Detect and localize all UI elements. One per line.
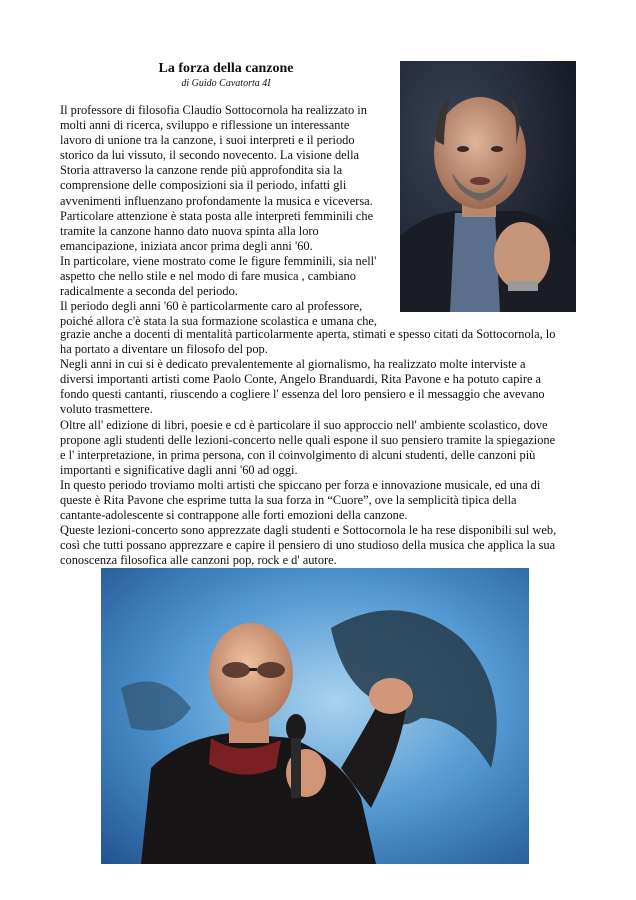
text-line: storico da lui vissuto, il secondo novecento. La visione della xyxy=(60,148,360,163)
text-line: poiché allora c'è stata la sua formazione scolastica e umana che, xyxy=(60,314,378,329)
portrait-man-gesturing-image xyxy=(400,61,576,312)
text-line: ha portato a diventare un filosofo del pop. xyxy=(60,342,268,357)
article-body-narrow xyxy=(60,103,392,329)
man-singing-with-microphone-image xyxy=(101,568,529,864)
text-line: In questo periodo troviamo molti artisti che spiccano per forza e innovazione musicale, ed una di xyxy=(60,477,541,492)
text-line: comprensione delle composizioni sia il periodo, infatti gli xyxy=(60,178,347,193)
singer-photo xyxy=(101,568,529,864)
text-line: propone agli studenti delle lezioni-concerto nelle quali espone il suo pensiero tramite la spiegazione xyxy=(60,432,556,447)
text-line: lavoro di unione tra la canzone, i suoi interpreti e il periodo xyxy=(60,133,355,148)
text-line: Il professore di filosofia Claudio Sottocornola ha realizzato in xyxy=(60,103,367,117)
text-line: avvenimenti influenzano profondamente la musica e viceversa. xyxy=(60,193,373,208)
text-line: radicalmente a seconda del periodo. xyxy=(60,284,238,299)
text-line: cantante-adolescente si contrappone alle forti emozioni della canzone. xyxy=(60,508,408,523)
text-line: conoscenza filosofica alle canzoni pop, rock e d' autore. xyxy=(60,553,337,568)
text-line: Oltre all' edizione di libri, poesie e cd è particolare il suo approccio nell' ambiente scolastico, dove xyxy=(60,417,548,432)
text-line: Queste lezioni-concerto sono apprezzate dagli studenti e Sottocornola le ha rese disponibili sul web, xyxy=(60,523,557,538)
text-line: voluto trasmettere. xyxy=(60,402,153,417)
text-line: aspetto che nello stile e nel modo di fare musica , cambiano xyxy=(60,269,356,284)
portrait-photo xyxy=(400,61,576,312)
article-title: La forza della canzone xyxy=(158,61,294,76)
text-line: importanti e significative dagli anni '60 ad oggi. xyxy=(60,462,298,477)
text-line: diversi importanti artisti come Paolo Conte, Angelo Branduardi, Rita Pavone e ha potuto capire a xyxy=(60,372,542,387)
text-line: grazie anche a docenti di mentalità particolarmente aperta, stimati e spesso citati da Sottocornola, lo xyxy=(60,327,556,341)
text-line: Negli anni in cui si è dedicato prevalentemente al giornalismo, ha realizzato molte interviste a xyxy=(60,357,526,372)
text-line: queste è Rita Pavone che esprime tutta la sua forza in “Cuore”, ove la semplicità tipica della xyxy=(60,493,517,508)
text-line: Particolare attenzione è stata posta alle interpreti femminili che xyxy=(60,208,374,223)
text-line: In particolare, viene mostrato come le figure femminili, sia nell' xyxy=(60,253,377,268)
text-line: Il periodo degli anni '60 è particolarmente caro al professore, xyxy=(60,299,363,314)
text-line: fondo questi cantanti, riuscendo a cogliere l' essenza del loro pensiero e il messaggio che avevano xyxy=(60,387,545,402)
text-line: e l' interpretazione, in prima persona, con il coinvolgimento di alcuni studenti, delle canzoni più xyxy=(60,447,536,462)
text-line: così che tutti possano apprezzare e capire il pensiero di uno studioso della musica che applica la sua xyxy=(60,538,556,553)
article-body-wide xyxy=(60,327,580,569)
text-line: tramite la canzone hanno dato nuova spinta alla loro xyxy=(60,223,319,238)
text-line: molti anni di ricerca, sviluppo e riflessione un interessante xyxy=(60,118,350,133)
text-line: emancipazione, iniziata ancor prima degli anni '60. xyxy=(60,238,313,253)
article-byline: di Guido Cavatorta 4I xyxy=(181,78,271,89)
text-line: Storia attraverso la canzone rende più approfondita sia la xyxy=(60,163,343,178)
